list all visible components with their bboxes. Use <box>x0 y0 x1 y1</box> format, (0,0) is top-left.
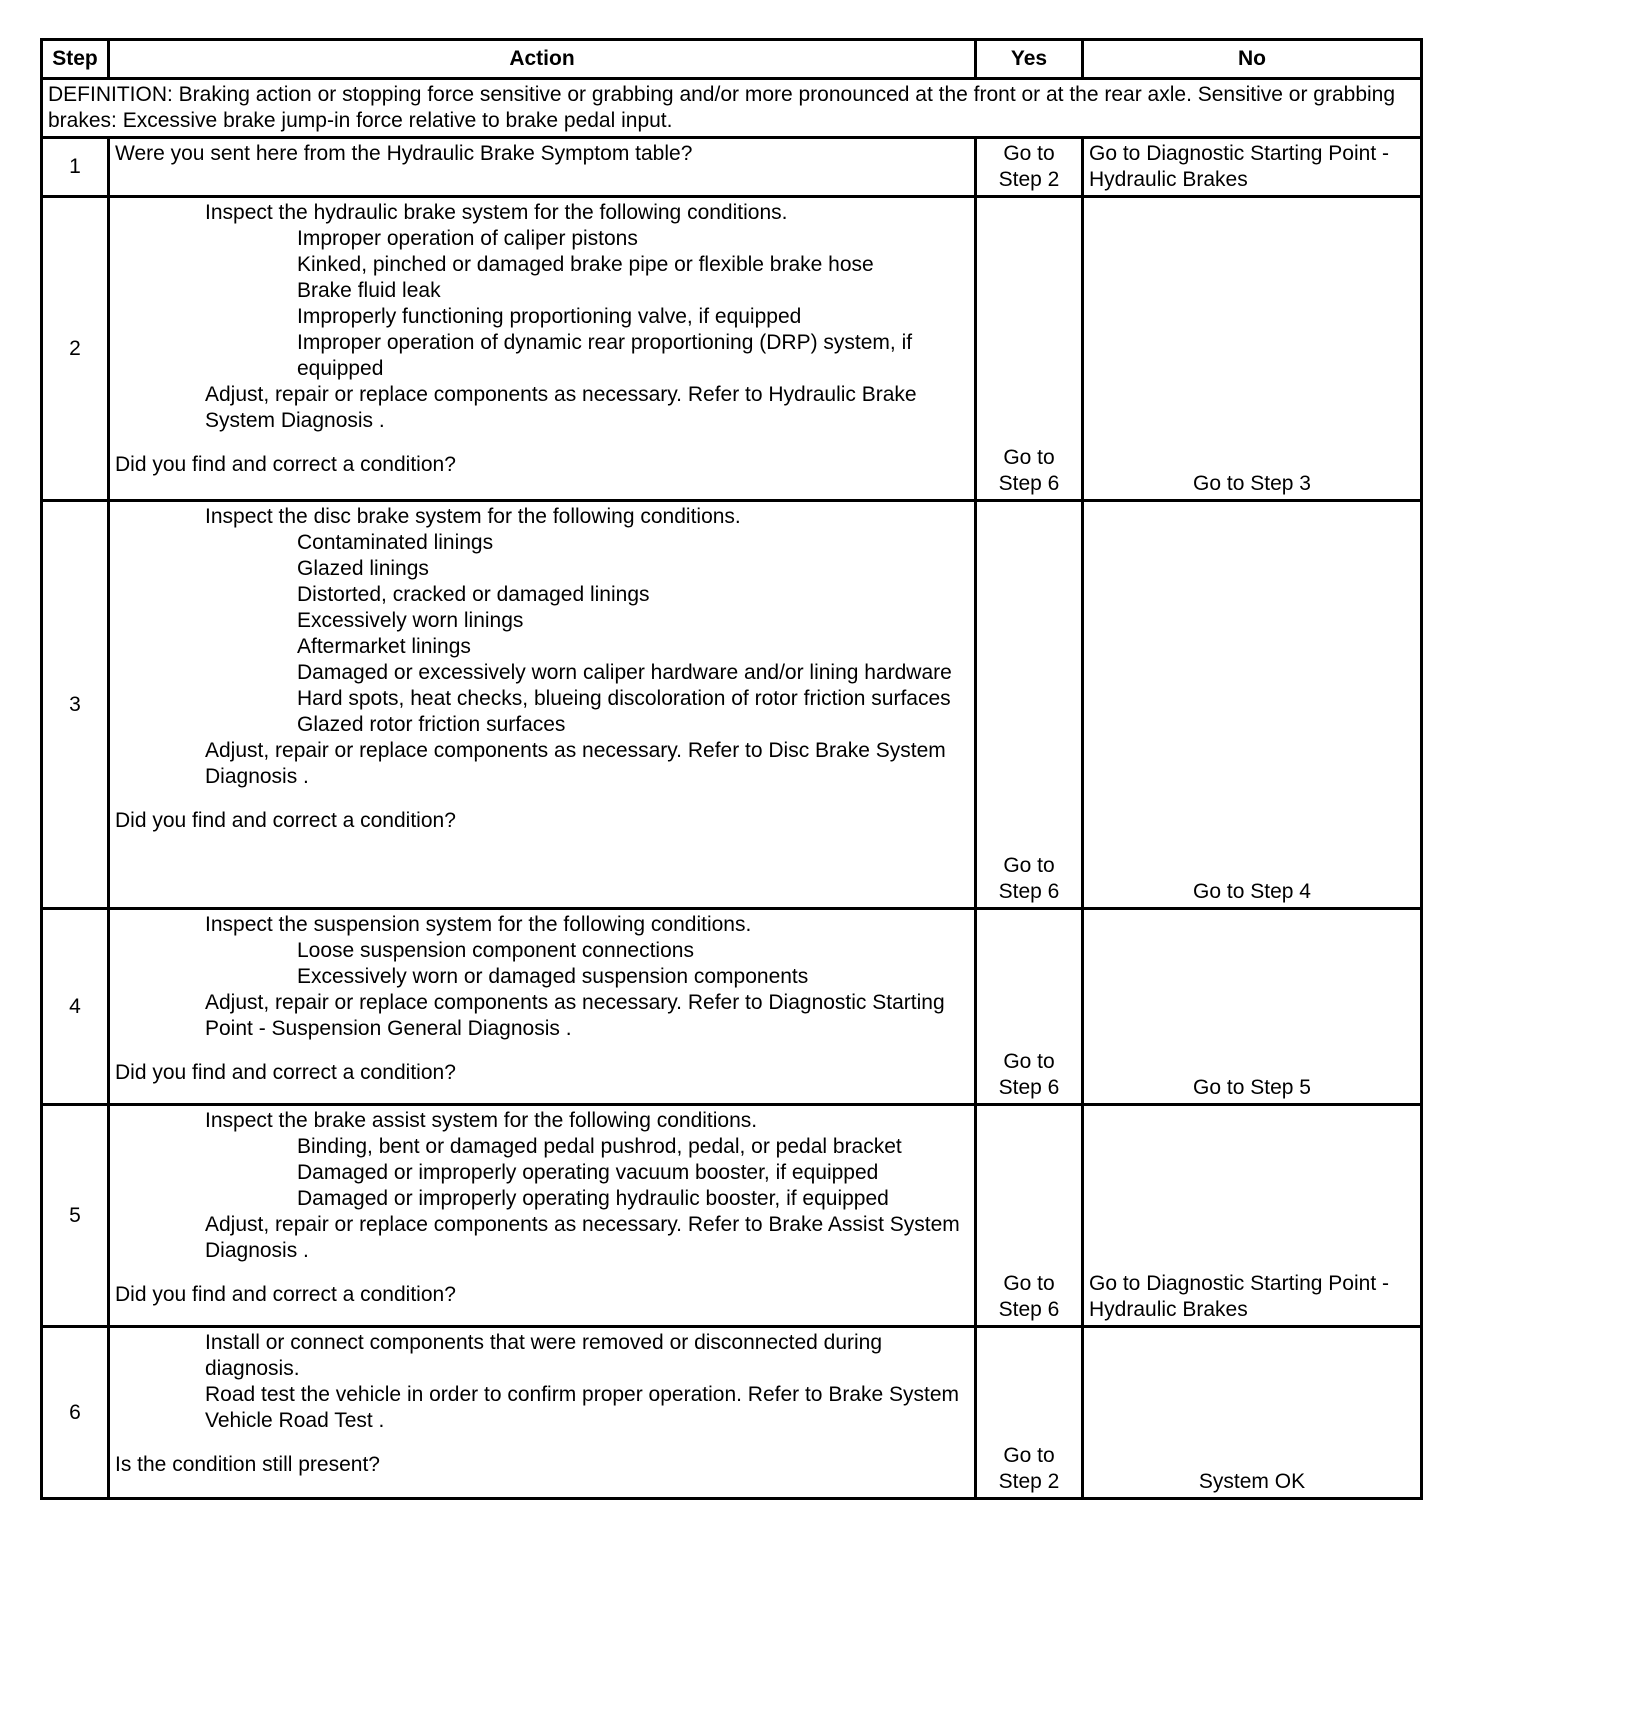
definition-text: DEFINITION: Braking action or stopping force sensitive or grabbing and/or more pronounced at the front or at the rear axle. Sensitive or grabbing brakes: Excessive brake jump-in force relative to brake pedal input. <box>42 79 1422 138</box>
table-row <box>42 501 1422 909</box>
header-step: Step <box>42 40 109 79</box>
action-question: Were you sent here from the Hydraulic Brake Symptom table? <box>109 138 976 197</box>
condition-item: Improper operation of caliper pistons <box>297 227 638 250</box>
condition-item: Excessively worn linings <box>297 609 524 632</box>
no-result: Go to Diagnostic Starting Point - Hydraulic Brakes <box>1083 138 1422 197</box>
step-number: 4 <box>42 909 109 1105</box>
action-cell <box>109 197 976 501</box>
yes-result: Go to Step 2 <box>976 1327 1083 1499</box>
condition-item: Damaged or improperly operating vacuum booster, if equipped <box>297 1161 879 1184</box>
table-row <box>42 197 1422 501</box>
table-row <box>42 1327 1422 1499</box>
definition-row <box>42 79 1422 138</box>
condition-item: Hard spots, heat checks, blueing discoloration of rotor friction surfaces <box>297 687 951 710</box>
condition-item: Loose suspension component connections <box>297 939 694 962</box>
no-result: System OK <box>1083 1327 1422 1499</box>
action-intro: Inspect the suspension system for the following conditions. <box>205 913 752 936</box>
action-intro: Install or connect components that were removed or disconnected during diagnosis. <box>205 1331 883 1380</box>
condition-item: Binding, bent or damaged pedal pushrod, pedal, or pedal bracket <box>297 1135 902 1158</box>
yes-result: Go to Step 6 <box>976 909 1083 1105</box>
diagnostic-table <box>40 38 1423 1500</box>
action-question: Did you find and correct a condition? <box>115 1061 456 1084</box>
header-action: Action <box>109 40 976 79</box>
action-adjust: Adjust, repair or replace components as necessary. Refer to Disc Brake System Diagnosis . <box>205 739 946 788</box>
action-intro: Inspect the disc brake system for the following conditions. <box>205 505 741 528</box>
no-result: Go to Step 5 <box>1083 909 1422 1105</box>
no-result: Go to Step 3 <box>1083 197 1422 501</box>
action-cell <box>109 501 976 909</box>
condition-item: Glazed rotor friction surfaces <box>297 713 566 736</box>
action-cell <box>109 1105 976 1327</box>
condition-item: Glazed linings <box>297 557 429 580</box>
action-intro: Inspect the brake assist system for the following conditions. <box>205 1109 758 1132</box>
step-number: 6 <box>42 1327 109 1499</box>
condition-item: Brake fluid leak <box>297 279 441 302</box>
condition-item: Aftermarket linings <box>297 635 471 658</box>
condition-item: Excessively worn or damaged suspension components <box>297 965 809 988</box>
condition-item: Distorted, cracked or damaged linings <box>297 583 650 606</box>
action-question: Did you find and correct a condition? <box>115 1283 456 1306</box>
action-question: Is the condition still present? <box>115 1453 380 1476</box>
yes-result: Go to Step 6 <box>976 197 1083 501</box>
table-row <box>42 138 1422 197</box>
action-cell <box>109 1327 976 1499</box>
yes-result: Go to Step 6 <box>976 501 1083 909</box>
step-number: 5 <box>42 1105 109 1327</box>
condition-item: Contaminated linings <box>297 531 494 554</box>
condition-item: Improperly functioning proportioning valve, if equipped <box>297 305 802 328</box>
condition-item: Kinked, pinched or damaged brake pipe or flexible brake hose <box>297 253 874 276</box>
table-row <box>42 909 1422 1105</box>
action-adjust: Road test the vehicle in order to confirm proper operation. Refer to Brake System Vehicle Road Test . <box>205 1383 960 1432</box>
condition-item: Damaged or excessively worn caliper hardware and/or lining hardware <box>297 661 952 684</box>
action-intro: Inspect the hydraulic brake system for the following conditions. <box>205 201 788 224</box>
yes-result: Go to Step 6 <box>976 1105 1083 1327</box>
step-number: 1 <box>42 138 109 197</box>
header-no: No <box>1083 40 1422 79</box>
action-adjust: Adjust, repair or replace components as necessary. Refer to Hydraulic Brake System Diagnosis . <box>205 383 917 432</box>
condition-item: Improper operation of dynamic rear proportioning (DRP) system, if equipped <box>297 331 913 380</box>
header-row <box>42 40 1422 79</box>
yes-result: Go to Step 2 <box>976 138 1083 197</box>
action-adjust: Adjust, repair or replace components as necessary. Refer to Brake Assist System Diagnosis . <box>205 1213 960 1262</box>
step-number: 3 <box>42 501 109 909</box>
action-question: Did you find and correct a condition? <box>115 809 456 832</box>
step-number: 2 <box>42 197 109 501</box>
table-row <box>42 1105 1422 1327</box>
no-result: Go to Step 4 <box>1083 501 1422 909</box>
action-adjust: Adjust, repair or replace components as necessary. Refer to Diagnostic Starting Point - Suspension General Diagnosis . <box>205 991 945 1040</box>
action-cell <box>109 909 976 1105</box>
action-question: Did you find and correct a condition? <box>115 453 456 476</box>
header-yes: Yes <box>976 40 1083 79</box>
no-result: Go to Diagnostic Starting Point - Hydraulic Brakes <box>1083 1105 1422 1327</box>
condition-item: Damaged or improperly operating hydraulic booster, if equipped <box>297 1187 889 1210</box>
